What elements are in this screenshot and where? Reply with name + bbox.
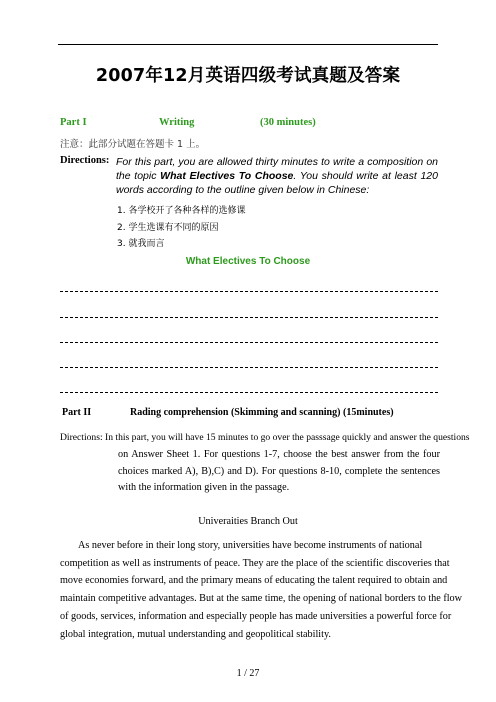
outline-item: 3. 就我而言 — [117, 239, 165, 249]
page-title: 2007年12月英语四级考试真题及答案 — [95, 66, 401, 86]
writing-line — [60, 342, 438, 343]
passage-line: As never before in their long story, universities have become instruments of national — [78, 540, 423, 551]
header-rule — [58, 44, 438, 45]
passage-line: of goods, services, information and especially people has made universities a powerful force for — [60, 610, 452, 622]
passage-title: Univeraities Branch Out — [198, 516, 298, 527]
directions-text-after: . You should write at least 120 words according to the outline given below in Chinese: — [116, 170, 438, 197]
outline-item: 2. 学生选课有不同的原因 — [117, 222, 219, 233]
passage-line: move economies forward, and the primary means of educating the talent required to obtain and — [60, 575, 448, 587]
directions-text — [116, 155, 438, 198]
part2-label: Part II — [62, 407, 92, 418]
essay-title: What Electives To Choose — [185, 256, 311, 267]
part1-section: Writing — [159, 117, 195, 128]
page-number: 1 / 27 — [236, 668, 260, 679]
directions-text-before: For this part, you are allowed thirty minutes to write a composition on the topic — [116, 156, 438, 183]
directions-label: Directions: — [60, 155, 110, 166]
writing-line — [60, 317, 438, 318]
part2-time: (15minutes) — [343, 407, 394, 418]
part2-section: Rading comprehension (Skimming and scanning) — [130, 407, 341, 418]
directions-topic: What Electives To Choose — [160, 170, 294, 183]
passage-line: maintain competitive advantages. But at the same time, the opening of national borders to the flow — [60, 593, 463, 605]
outline-item: 1. 各学校开了各种各样的选修课 — [117, 206, 246, 216]
writing-line — [60, 367, 438, 368]
passage-line: competition as well as instruments of peace. They are the place of the scientific discoveries that — [60, 557, 450, 569]
part2-directions — [60, 430, 470, 497]
passage-paragraph — [60, 537, 463, 643]
part1-time: (30 minutes) — [260, 117, 316, 128]
passage-line: global integration, mutual understanding and geopolitical stability. — [60, 628, 331, 640]
answer-sheet-note: 注意：此部分试题在答题卡 1 上。 — [60, 139, 206, 150]
part1-label: Part I — [60, 117, 87, 128]
writing-line — [60, 291, 438, 292]
outline-list — [117, 203, 245, 253]
writing-line — [60, 392, 438, 393]
part2-directions-first-line: Directions: In this part, you will have 15 minutes to go over the passsage quickly and answer the questions — [60, 432, 470, 443]
part2-directions-rest: on Answer Sheet 1. For questions 1-7, choose the best answer from the four choices marked A), B),C) and D). For questions 8-10, complete the sentences with the information given in the passage. — [118, 448, 440, 494]
